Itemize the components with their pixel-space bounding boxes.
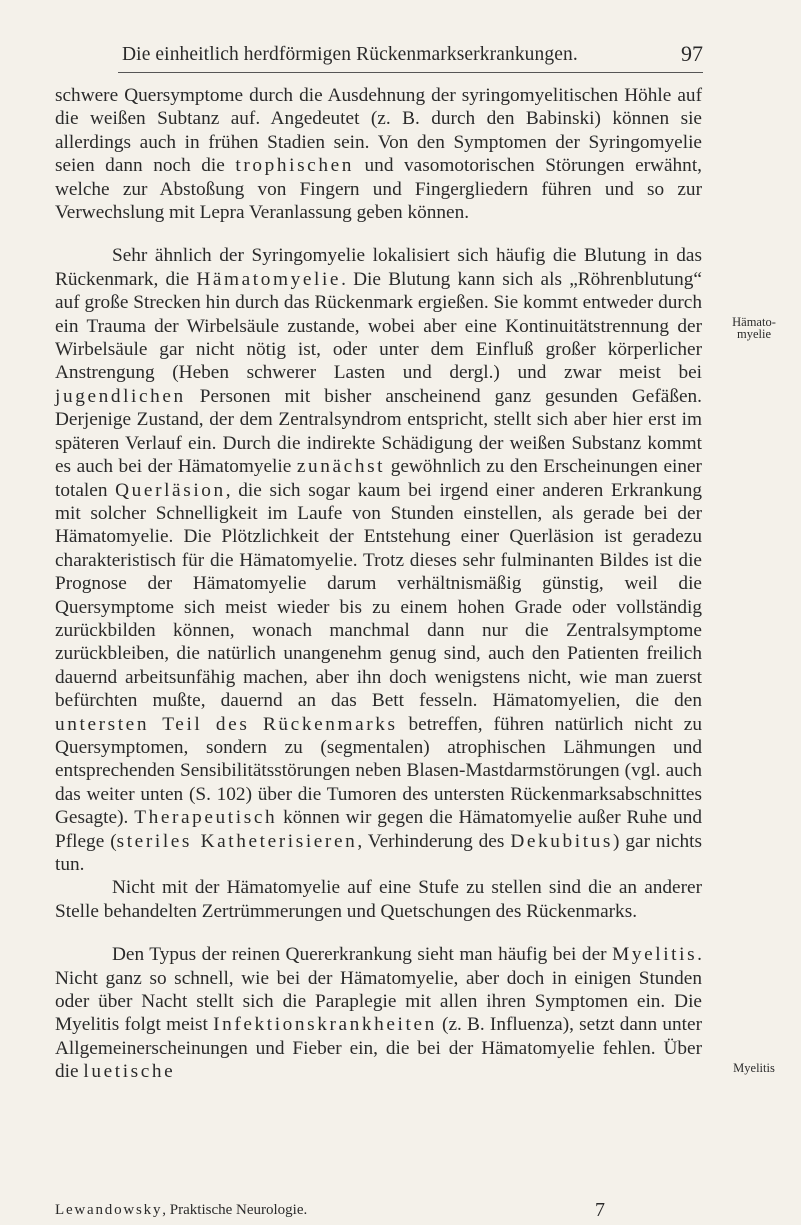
signature-number: 7 (595, 1199, 605, 1221)
page-header (118, 41, 703, 76)
body-text (55, 84, 702, 1084)
paragraph-3: Nicht mit der Hämatomyelie auf eine Stufe zu stellen sind die an anderer Stelle behandelten Zertrümmerungen und Quetschungen des Rückenmarks. (55, 877, 702, 922)
page-number: 97 (681, 41, 703, 66)
paragraph-4: Den Typus der reinen Quererkrankung sieht man häufig bei der Myelitis. Nicht ganz so schnell, wie bei der Hämatomyelie, aber doch in einigen Stunden oder über Nacht stellt sich die Paraplegie mit allen ihren Symptomen ein. Die Myelitis folgt meist Infektionskrankheiten (z. B. Influenza), setzt dann unter Allgemeinerscheinungen und Fieber ein, die bei der Hämatomyelie fehlen. Über die luetische (55, 944, 702, 1083)
page-footer (55, 1199, 702, 1221)
running-title: Die einheitlich herdförmigen Rückenmarkserkrankungen. (122, 44, 578, 65)
header-rule (118, 72, 703, 73)
margin-note-myelitis: Myelitis (733, 1061, 775, 1075)
footer-author: Lewandowsky (55, 1202, 163, 1218)
footer-book: , Praktische Neurologie. (162, 1202, 308, 1218)
paragraph-1: schwere Quersymptome durch die Ausdehnung der syringomyelitischen Höhle auf die weißen Subtanz auf. Angedeutet (z. B. durch den Babinski) können sie allerdings auch in frühen Stadien sein. Von den Symptomen der Syringomyelie seien dann noch die trophischen und vasomotorischen Störungen erwähnt, welche zur Abstoßung von Fingern und Fingergliedern führen und so zur Verwechslung mit Lepra Veranlassung geben können. (55, 85, 702, 224)
margin-note-haematomyelie: Hämato- myelie (732, 315, 776, 341)
paragraph-2: Sehr ähnlich der Syringomyelie lokalisiert sich häufig die Blutung in das Rückenmark, die Hämatomyelie. Die Blutung kann sich als „Röhrenblutung“ auf große Strecken hin durch das Rückenmark ergießen. Sie kommt entweder durch ein Trauma der Wirbelsäule zustande, wobei aber eine Kontinuitätstrennung der Wirbelsäule gar nicht nötig ist, oder unter dem Einfluß großer körperlicher Anstrengung (Heben schwerer Lasten und dergl.) und zwar meist bei jugendlichen Personen mit bisher anscheinend ganz gesunden Gefäßen. Derjenige Zustand, der dem Zentralsyndrom entspricht, stellt sich aber hier erst im späteren Verlauf ein. Durch die indirekte Schädigung der weißen Substanz kommt es auch bei der Hämatomyelie zunächst gewöhnlich zu den Erscheinungen einer totalen Querläsion, die sich sogar kaum bei irgend einer anderen Erkrankung mit solcher Schnelligkeit im Laufe von Stunden einstellen, als gerade bei der Hämatomyelie. Die Plötzlichkeit der Entstehung einer Querläsion ist geradezu charakteristisch für die Hämatomyelie. Trotz dieses sehr fulminanten Bildes ist die Prognose der Hämatomyelie darum verhältnismäßig günstig, weil die Quersymptome sich meist wieder bis zu einem hohen Grade oder vollständig zurückbilden können, wonach manchmal dann nur die Zentralsymptome zurückbleiben, die natürlich unangenehm genug sind, auch den Patienten freilich dauernd arbeitsunfähig machen, aber ihn doch wenigstens nicht, wie man zuerst befürchten mußte, dauernd an das Bett fesseln. Hämatomyelien, die den untersten Teil des Rückenmarks betreffen, führen natürlich nicht zu Quersymptomen, sondern zu (segmentalen) atrophischen Lähmungen und entsprechenden Sensibilitätsstörungen neben Blasen-Mastdarmstörungen (vgl. auch das weiter unten (S. 102) über die Tumoren des untersten Rückenmarksabschnittes Gesagte). Therapeutisch können wir gegen die Hämatomyelie außer Ruhe und Pflege (steriles Katheterisieren, Verhinderung des Dekubitus) gar nichts tun. (55, 245, 703, 875)
